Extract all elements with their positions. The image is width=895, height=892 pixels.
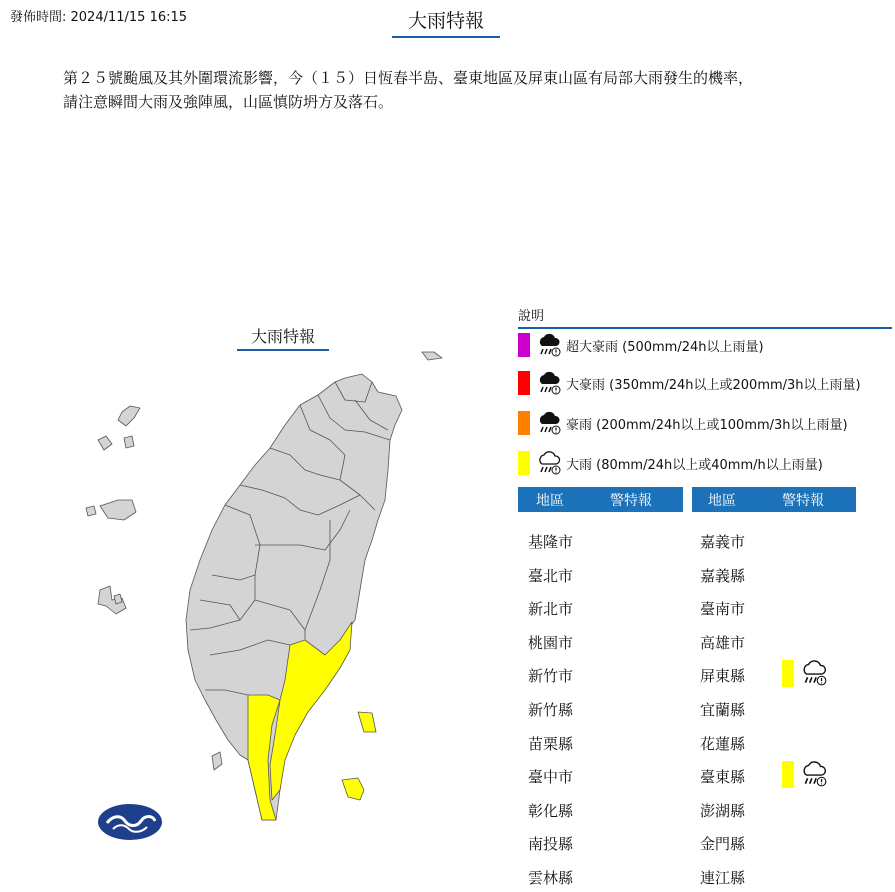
warning-swatch-heavy-rain [782, 761, 794, 788]
heavy-rain-icon [800, 659, 828, 687]
extreme-torrential-rain-icon [536, 332, 562, 358]
column-header-region: 地區 [708, 492, 736, 509]
table-cell-region: 基隆市 [528, 533, 574, 551]
warning-description [63, 66, 863, 114]
map-title: 大雨特報 [237, 324, 329, 351]
map-region-orchid-island [342, 778, 364, 800]
table-cell-region: 連江縣 [700, 869, 746, 887]
map-region-matsu [118, 406, 140, 426]
map-region-kinmen-small [86, 506, 96, 516]
issue-time: 發佈時間: 2024/11/15 16:15 [10, 10, 188, 25]
table-cell-region: 金門縣 [700, 835, 746, 853]
description-line: 請注意瞬間大雨及強陣風，山區慎防坍方及落石。 [63, 93, 394, 111]
table-header-left [518, 487, 683, 512]
heavy-rain-icon [536, 450, 562, 476]
table-cell-region: 桃園市 [528, 634, 574, 652]
legend-swatch [518, 411, 530, 435]
table-cell-region: 屏東縣 [700, 667, 746, 685]
taiwan-warning-map [60, 340, 460, 860]
column-header-region: 地區 [536, 492, 564, 509]
table-cell-region: 嘉義市 [700, 533, 746, 551]
map-region-liuqiu [212, 752, 222, 770]
table-cell-region: 澎湖縣 [700, 802, 746, 820]
table-cell-region: 新竹市 [528, 667, 574, 685]
legend-item [518, 370, 861, 396]
legend-heading: 說明 [518, 305, 892, 329]
column-header-warning: 警特報 [782, 492, 824, 509]
table-header-right [692, 487, 856, 512]
legend-swatch [518, 333, 530, 357]
map-region-kinmen [100, 500, 136, 520]
map-region-matsu-2 [98, 436, 112, 450]
table-cell-region: 宜蘭縣 [700, 701, 746, 719]
table-cell-region: 苗栗縣 [528, 735, 574, 753]
table-cell-region: 臺東縣 [700, 768, 746, 786]
column-header-warning: 警特報 [610, 492, 652, 509]
extremely-heavy-rain-icon [536, 410, 562, 436]
legend-swatch [518, 371, 530, 395]
legend-item [518, 450, 823, 476]
table-cell-region: 臺南市 [700, 600, 746, 618]
page-title: 大雨特報 [392, 6, 500, 38]
table-cell-region: 臺中市 [528, 768, 574, 786]
table-cell-region: 雲林縣 [528, 869, 574, 887]
table-cell-region: 花蓮縣 [700, 735, 746, 753]
table-cell-region: 新北市 [528, 600, 574, 618]
table-cell-region: 嘉義縣 [700, 567, 746, 585]
legend-item [518, 332, 764, 358]
cwa-logo [97, 803, 163, 841]
legend-label: 超大豪雨 (500mm/24h以上雨量) [566, 339, 764, 355]
legend-item [518, 410, 848, 436]
description-line: 第２５號颱風及其外圍環流影響，今（１５）日恆春半島、臺東地區及屏東山區有局部大雨發生的機率， [63, 69, 754, 87]
map-region-matsu-3 [124, 436, 134, 448]
legend-label: 大豪雨 (350mm/24h以上或200mm/3h以上雨量) [566, 377, 861, 393]
map-region-green-island [358, 712, 376, 732]
table-cell-region: 南投縣 [528, 835, 574, 853]
warning-swatch-heavy-rain [782, 660, 794, 687]
map-region-turtle-island [422, 352, 442, 360]
heavy-rain-icon [800, 760, 828, 788]
legend-swatch [518, 451, 530, 475]
table-cell-region: 臺北市 [528, 567, 574, 585]
torrential-rain-icon [536, 370, 562, 396]
table-cell-region: 高雄市 [700, 634, 746, 652]
legend-label: 大雨 (80mm/24h以上或40mm/h以上雨量) [566, 457, 823, 473]
table-cell-region: 新竹縣 [528, 701, 574, 719]
legend-label: 豪雨 (200mm/24h以上或100mm/3h以上雨量) [566, 417, 848, 433]
table-cell-region: 彰化縣 [528, 802, 574, 820]
